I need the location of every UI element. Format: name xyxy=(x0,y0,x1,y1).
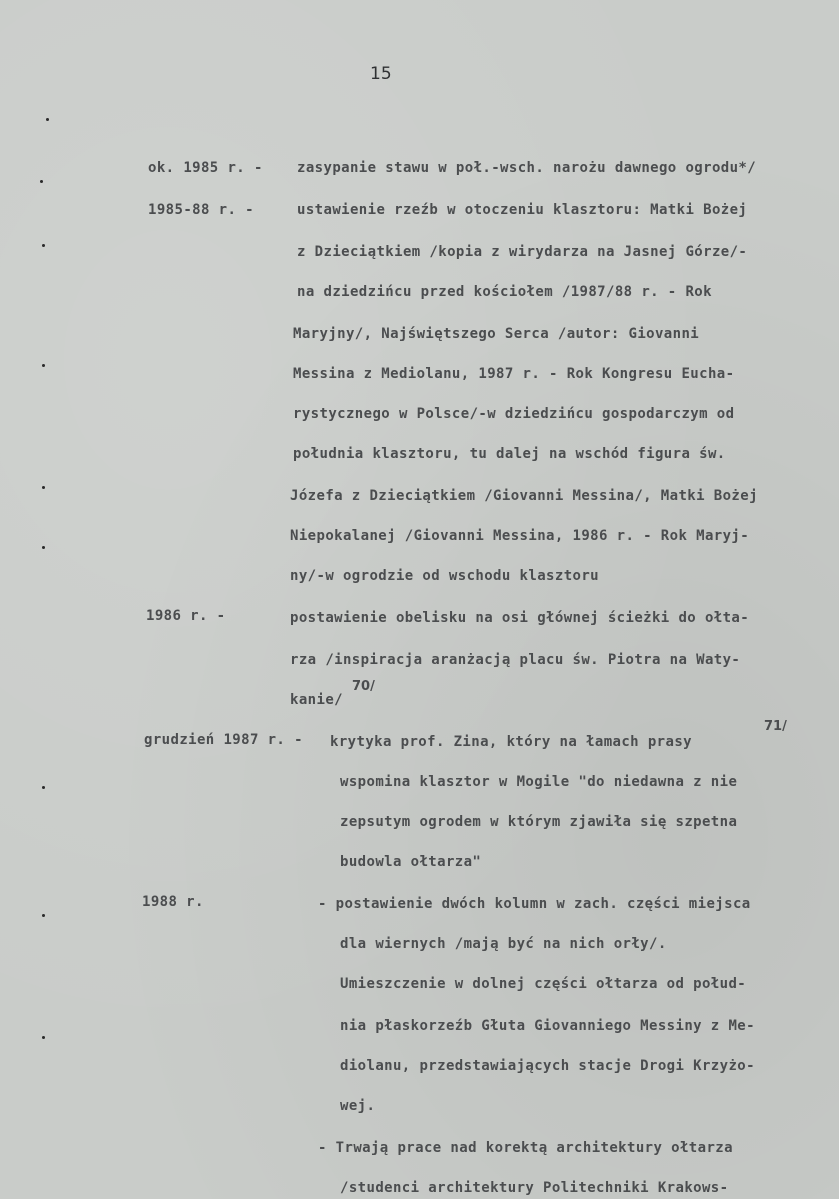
margin-dot xyxy=(42,244,45,247)
footnote-marker: 70/ xyxy=(352,679,375,694)
margin-dot xyxy=(42,546,45,549)
entry-text-line: rystycznego w Polsce/-w dziedzińcu gospodarczym od xyxy=(293,406,735,422)
entry-text-line: ny/-w ogrodzie od wschodu klasztoru xyxy=(290,568,600,584)
entry-text-line: Umieszczenie w dolnej części ołtarza od połud- xyxy=(340,976,747,992)
entry-text-line: nia płaskorzeźb Głuta Giovanniego Messiny z Me- xyxy=(340,1018,755,1034)
entry-text-line: dla wiernych /mają być na nich orły/. xyxy=(340,936,667,952)
entry-date-label: grudzień 1987 r. - xyxy=(144,732,303,748)
entry-text-line: południa klasztoru, tu dalej na wschód figura św. xyxy=(293,446,726,462)
entry-text-line: ustawienie rzeźb w otoczeniu klasztoru: Matki Bożej xyxy=(297,202,748,218)
margin-dot xyxy=(42,364,45,367)
entry-date-label: 1986 r. - xyxy=(146,608,226,624)
entry-date-label: 1988 r. xyxy=(142,894,204,910)
entry-text-line: zepsutym ogrodem w którym zjawiła się szpetna xyxy=(340,814,738,830)
margin-dot xyxy=(40,180,43,183)
margin-dot xyxy=(42,914,45,917)
entry-text-line: /studenci architektury Politechniki Krakows- xyxy=(340,1180,729,1196)
entry-date-label: 1985-88 r. - xyxy=(148,202,254,218)
entry-text-line: Maryjny/, Najświętszego Serca /autor: Giovanni xyxy=(293,326,700,342)
margin-dot xyxy=(42,786,45,789)
entry-date-label: ok. 1985 r. - xyxy=(148,160,263,176)
page-number: 15 xyxy=(370,64,392,84)
entry-text-line: diolanu, przedstawiających stacje Drogi Krzyżo- xyxy=(340,1058,755,1074)
entry-text-line: kanie/ xyxy=(290,692,343,708)
entry-text-line: - postawienie dwóch kolumn w zach. części miejsca xyxy=(318,896,751,912)
entry-text-line: wej. xyxy=(340,1098,376,1114)
entry-text-line: - Trwają prace nad korektą architektury ołtarza xyxy=(318,1140,733,1156)
entry-text-line: Niepokalanej /Giovanni Messina, 1986 r. - Rok Maryj- xyxy=(290,528,750,544)
entry-text-line: krytyka prof. Zina, który na łamach prasy xyxy=(330,734,692,750)
entry-text-line: z Dzieciątkiem /kopia z wirydarza na Jasnej Górze/- xyxy=(297,244,748,260)
entry-text-line: budowla ołtarza" xyxy=(340,854,482,870)
entry-text-line: rza /inspiracja aranżacją placu św. Piotra na Waty- xyxy=(290,652,741,668)
footnote-marker: 71/ xyxy=(764,719,787,734)
margin-dot xyxy=(46,118,49,121)
margin-dot xyxy=(42,486,45,489)
entry-text-line: Józefa z Dzieciątkiem /Giovanni Messina/, Matki Bożej xyxy=(290,488,758,504)
entry-text-line: wspomina klasztor w Mogile "do niedawna z nie xyxy=(340,774,738,790)
margin-dot xyxy=(42,1036,45,1039)
entry-text-line: Messina z Mediolanu, 1987 r. - Rok Kongresu Eucha- xyxy=(293,366,735,382)
entry-text-line: na dziedzińcu przed kościołem /1987/88 r. - Rok xyxy=(297,284,712,300)
entry-text-line: postawienie obelisku na osi głównej ścieżki do ołta- xyxy=(290,610,750,626)
entry-text-line: zasypanie stawu w poł.-wsch. narożu dawnego ogrodu*/ xyxy=(297,160,757,176)
